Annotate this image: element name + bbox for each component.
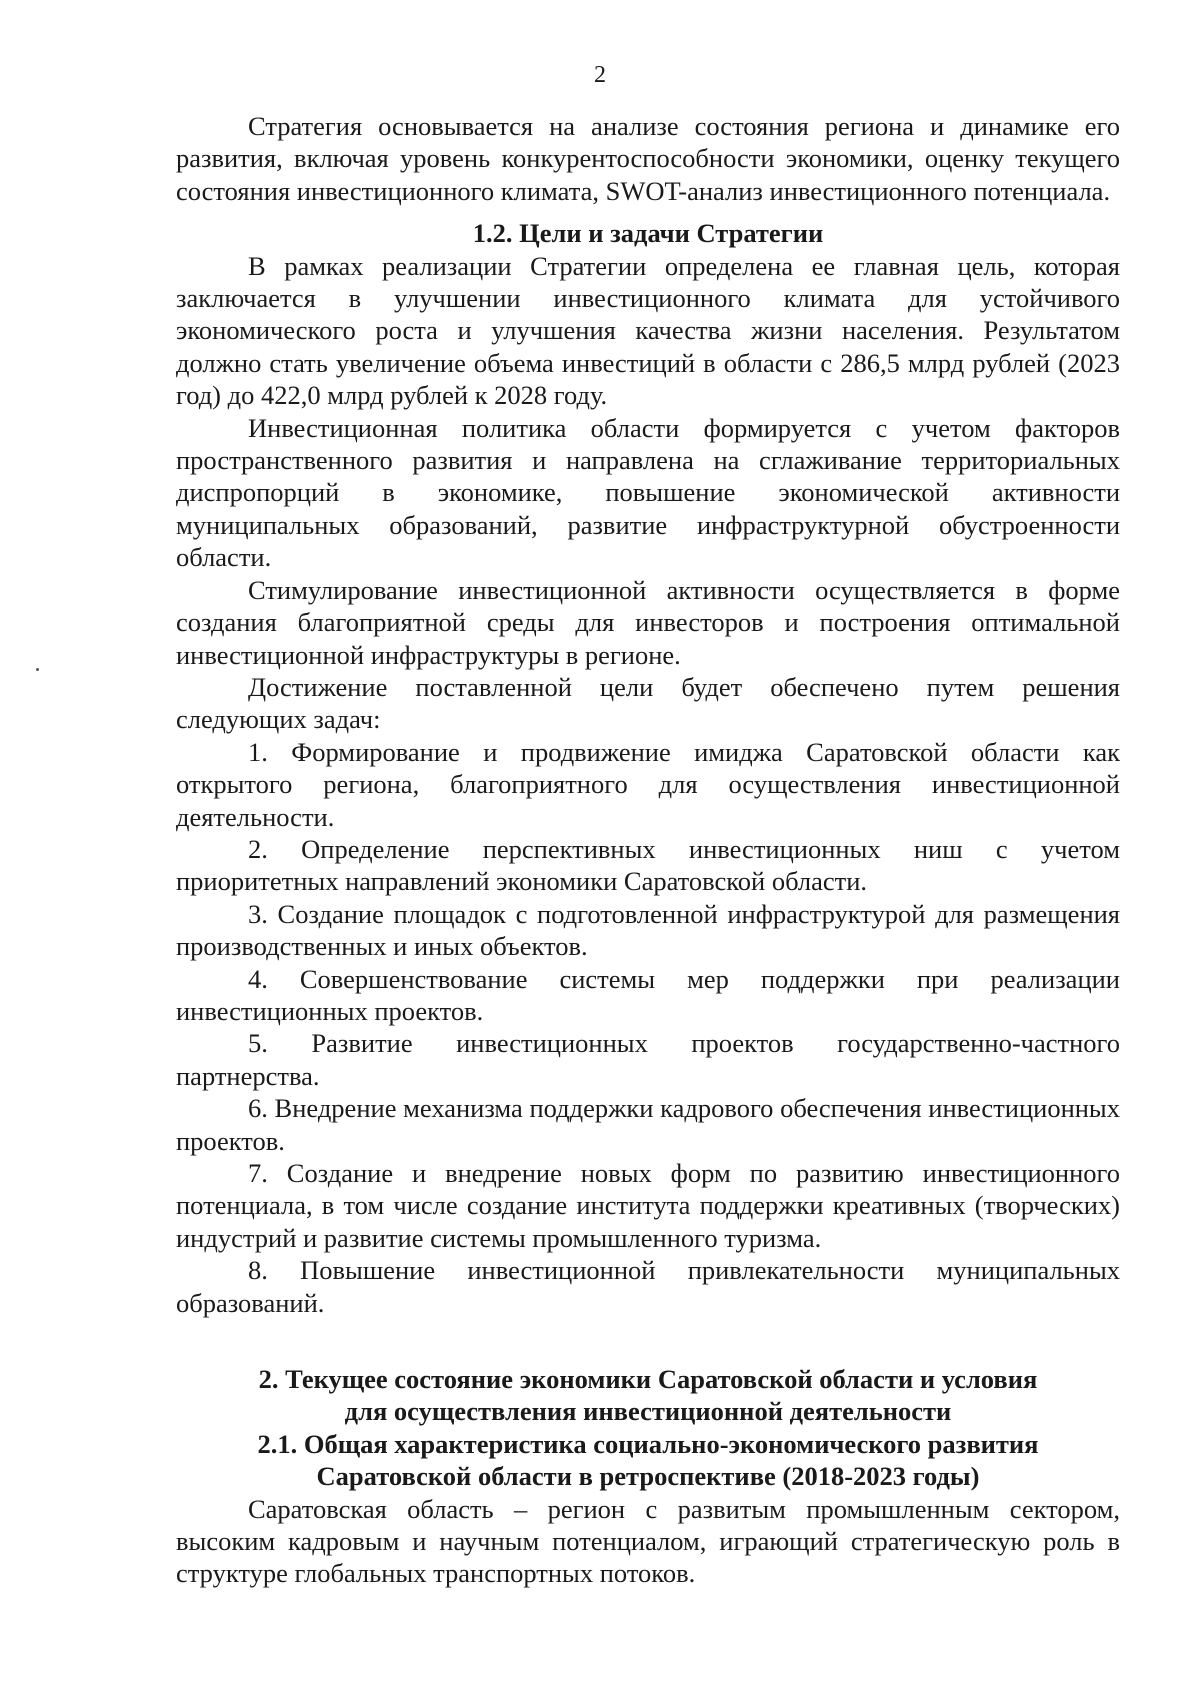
region-description-paragraph: Саратовская область – регион с развитым промышленным сектором, высоким кадровым и научным потенциалом, играющий стратегическую роль в структуре глобальных транспортных потоков.: [176, 1493, 1120, 1589]
page-number: 2: [594, 62, 606, 88]
intro-paragraph: Стратегия основывается на анализе состояния региона и динамике его развития, включая уровень конкурентоспособности экономики, оценку текущего состояния инвестиционного климата, SWOT-анализ инвестиционного потенциала.: [176, 111, 1120, 206]
task-item-2: 2. Определение перспективных инвестиционных ниш с учетом приоритетных направлений экономики Саратовской области.: [176, 833, 1120, 897]
task-item-3: 3. Создание площадок с подготовленной инфраструктурой для размещения производственных и иных объектов.: [176, 898, 1120, 962]
section-2-heading: [176, 1363, 1120, 1428]
task-item-8: 8. Повышение инвестиционной привлекательности муниципальных образований.: [176, 1255, 1120, 1318]
section-2-heading-line-2: для осуществления инвестиционной деятельности: [344, 1396, 952, 1427]
task-item-6: 6. Внедрение механизма поддержки кадрового обеспечения инвестиционных проектов.: [176, 1093, 1120, 1156]
section-2-1-heading-line-2: Саратовской области в ретроспективе (2018-2023 годы): [316, 1461, 980, 1492]
goal-paragraph: В рамках реализации Стратегии определена ее главная цель, которая заключается в улучшении инвестиционного климата для устойчивого экономического роста и улучшения качества жизни населения. Результатом должно стать увеличение объема инвестиций в области с 286,5 млрд рублей (2023 год) до 422,0 млрд рублей к 2028 году.: [176, 250, 1120, 411]
scan-artifact-dot: [36, 668, 39, 671]
policy-paragraph: Инвестиционная политика области формируется с учетом факторов пространственного развития и направлена на сглаживание территориальных диспропорций в экономике, повышение экономической активности муниципальных образований, развитие инфраструктурной обустроенности области.: [176, 412, 1120, 573]
section-2-1-heading-line-1: 2.1. Общая характеристика социально-экономического развития: [257, 1428, 1039, 1459]
task-item-7: 7. Создание и внедрение новых форм по развитию инвестиционного потенциала, в том числе создание института поддержки креативных (творческих) индустрий и развитие системы промышленного туризма.: [176, 1158, 1120, 1253]
task-item-4: 4. Совершенствование системы мер поддержки при реализации инвестиционных проектов.: [176, 963, 1120, 1026]
section-2-1-heading: [176, 1428, 1120, 1493]
section-2-heading-line-1: 2. Текущее состояние экономики Саратовской области и условия: [258, 1364, 1038, 1395]
document-body: [176, 110, 1120, 1590]
section-1-2-heading: 1.2. Цели и задачи Стратегии: [472, 218, 824, 249]
task-item-1: 1. Формирование и продвижение имиджа Саратовской области как открытого региона, благоприятного для осуществления инвестиционной деятельности.: [176, 736, 1120, 832]
stimulation-paragraph: Стимулирование инвестиционной активности осуществляется в форме создания благоприятной среды для инвесторов и построения оптимальной инвестиционной инфраструктуры в регионе.: [176, 574, 1120, 670]
task-item-5: 5. Развитие инвестиционных проектов государственно-частного партнерства.: [176, 1028, 1120, 1091]
tasks-intro-paragraph: Достижение поставленной цели будет обеспечено путем решения следующих задач:: [176, 671, 1120, 735]
